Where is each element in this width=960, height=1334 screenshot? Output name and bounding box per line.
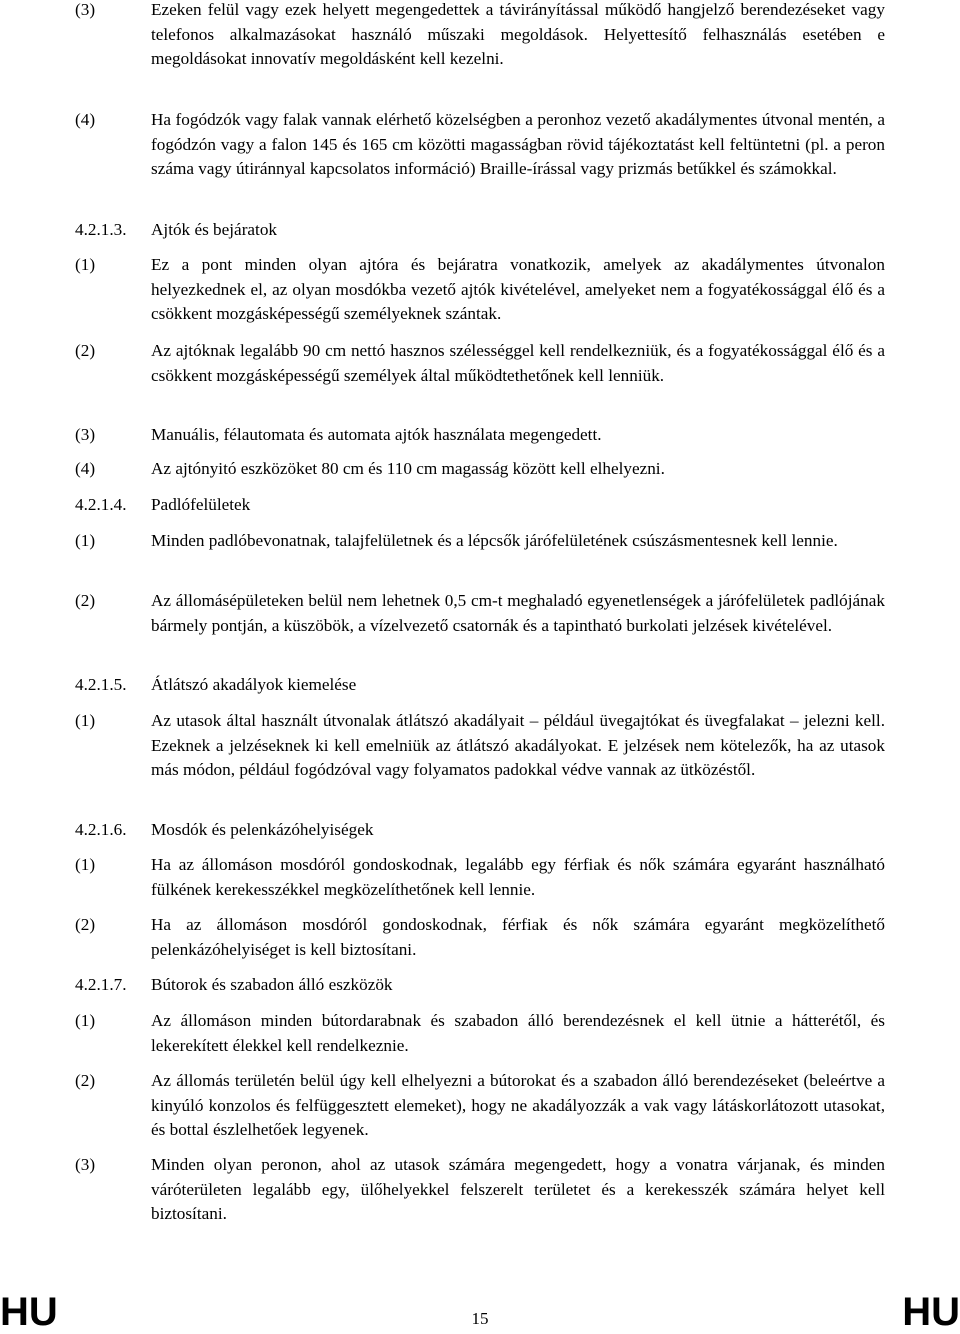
paragraph bbox=[75, 1009, 885, 1058]
paragraph-number: (2) bbox=[75, 915, 96, 934]
section-heading bbox=[75, 818, 885, 843]
paragraph-text: Az ajtónyitó eszközöket 80 cm és 110 cm magasság között kell elhelyezni. bbox=[151, 459, 665, 478]
paragraph-text: Ha az állomáson mosdóról gondoskodnak, legalább egy férfiak és nők számára egyaránt használható fülkének kerekesszékkel megközelíthetőnek kell lennie. bbox=[151, 855, 885, 899]
section-number: 4.2.1.7. bbox=[75, 975, 127, 994]
paragraph-number: (1) bbox=[75, 1011, 96, 1030]
paragraph-number: (3) bbox=[75, 425, 96, 444]
section-number: 4.2.1.4. bbox=[75, 495, 127, 514]
paragraph bbox=[75, 108, 885, 182]
section-heading bbox=[75, 973, 885, 998]
section-number: 4.2.1.5. bbox=[75, 675, 127, 694]
paragraph-text: Manuális, félautomata és automata ajtók használata megengedett. bbox=[151, 425, 602, 444]
paragraph-number: (2) bbox=[75, 1071, 96, 1090]
paragraph-text: Az állomásépületeken belül nem lehetnek 0,5 cm-t meghaladó egyenetlenségek a járófelületek padlójának bármely pontján, a küszöbök, a vízelvezető csatornák és a tapintható burkolati jelzések kivételével. bbox=[151, 591, 885, 635]
paragraph-number: (1) bbox=[75, 531, 96, 550]
paragraph bbox=[75, 529, 885, 554]
paragraph-text: Az utasok által használt útvonalak átlátszó akadályait – például üvegajtókat és üvegfalakat – jelezni kell. Ezeknek a jelzéseknek ki kell emelniük az átlátszó akadályokat. E jelzések nem kötelezők, ha az utasok más módon, például fogódzóval vagy folyamatos padokkal védve vannak az ütközéstől. bbox=[151, 711, 885, 779]
paragraph bbox=[75, 1153, 885, 1227]
paragraph bbox=[75, 0, 885, 72]
footer-language-code-right: HU bbox=[902, 1290, 960, 1334]
page-number: 15 bbox=[471, 1309, 489, 1328]
paragraph-text: Az állomás területén belül úgy kell elhelyezni a bútorokat és a szabadon álló berendezéseket (beleértve a kinyúló konzolos és felfüggesztett elemeket), hogy ne akadályozzák a vak vagy látáskorlátozott utasokat, és bottal észlelhetőek legyenek. bbox=[151, 1071, 885, 1139]
section-title: Átlátszó akadályok kiemelése bbox=[151, 675, 357, 694]
paragraph bbox=[75, 339, 885, 388]
paragraph-text: Ez a pont minden olyan ajtóra és bejáratra vonatkozik, amelyek az akadálymentes útvonalon helyezkednek el, az olyan mosdókba vezető ajtók kivételével, amelyeket nem a fogyatékossággal élő és a csökkent mozgásképességű személyeknek szántak. bbox=[151, 255, 885, 323]
paragraph bbox=[75, 589, 885, 638]
section-title: Bútorok és szabadon álló eszközök bbox=[151, 975, 393, 994]
paragraph-text: Ezeken felül vagy ezek helyett megengedettek a távirányítással működő hangjelző berendezéseket vagy telefonos alkalmazásokat használó műszaki megoldások. Helyettesítő felhasználás esetében e megoldásokat innovatív megoldásként kell kezelni. bbox=[151, 0, 885, 68]
section-title: Mosdók és pelenkázóhelyiségek bbox=[151, 820, 374, 839]
section-heading bbox=[75, 493, 885, 518]
paragraph-number: (4) bbox=[75, 110, 96, 129]
paragraph bbox=[75, 1069, 885, 1143]
paragraph-number: (1) bbox=[75, 255, 96, 274]
section-number: 4.2.1.6. bbox=[75, 820, 127, 839]
paragraph-number: (3) bbox=[75, 1155, 96, 1174]
paragraph-number: (2) bbox=[75, 591, 96, 610]
paragraph bbox=[75, 709, 885, 783]
section-heading bbox=[75, 218, 885, 243]
paragraph-text: Az állomáson minden bútordarabnak és szabadon álló berendezésnek el kell ütnie a hátterétől, és lekerekített élekkel kell rendelkeznie. bbox=[151, 1011, 885, 1055]
footer-language-code-left: HU bbox=[0, 1290, 58, 1334]
paragraph-number: (2) bbox=[75, 341, 96, 360]
paragraph bbox=[75, 913, 885, 962]
paragraph-text: Az ajtóknak legalább 90 cm nettó hasznos szélességgel kell rendelkezniük, és a fogyatékossággal élő és a csökkent mozgásképességű személyek által működtethetőnek kell lenniük. bbox=[151, 341, 885, 385]
section-title: Ajtók és bejáratok bbox=[151, 220, 278, 239]
paragraph bbox=[75, 253, 885, 327]
section-title: Padlófelületek bbox=[151, 495, 251, 514]
paragraph bbox=[75, 853, 885, 902]
paragraph bbox=[75, 423, 885, 448]
paragraph-number: (3) bbox=[75, 0, 96, 19]
paragraph-number: (1) bbox=[75, 711, 96, 730]
paragraph-number: (4) bbox=[75, 459, 96, 478]
paragraph-text: Ha az állomáson mosdóról gondoskodnak, férfiak és nők számára egyaránt megközelíthető pelenkázóhelyiséget is kell biztosítani. bbox=[151, 915, 885, 959]
paragraph bbox=[75, 457, 885, 482]
paragraph-text: Ha fogódzók vagy falak vannak elérhető közelségben a peronhoz vezető akadálymentes útvonal mentén, a fogódzón vagy a falon 145 és 165 cm közötti magasságban rövid tájékoztatást kell feltüntetni (pl. a peron száma vagy útiránnyal kapcsolatos információ) Braille-írással vagy prizmás betűkkel és számokkal. bbox=[151, 110, 885, 178]
paragraph-text: Minden padlóbevonatnak, talajfelületnek és a lépcsők járófelületének csúszásmentesnek kell lennie. bbox=[151, 531, 838, 550]
paragraph-number: (1) bbox=[75, 855, 96, 874]
section-heading bbox=[75, 673, 885, 698]
paragraph-text: Minden olyan peronon, ahol az utasok számára megengedett, hogy a vonatra várjanak, és minden váróterületen legalább egy, ülőhelyekkel felszerelt területet és a kerekesszék számára helyet kell biztosítani. bbox=[151, 1155, 885, 1223]
section-number: 4.2.1.3. bbox=[75, 220, 127, 239]
